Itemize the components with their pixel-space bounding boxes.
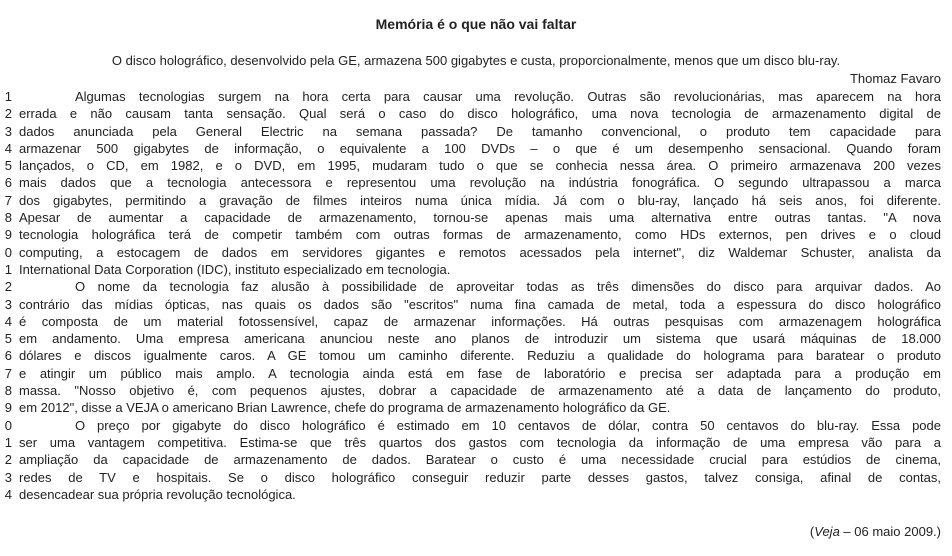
line-text: em andamento. Uma empresa americana anunciou neste ano planos de introduzir um sistema que usará máquinas de 18.000 [19,331,941,347]
text-line [0,486,952,503]
text-line [0,469,952,486]
line-number: 3 [4,123,12,139]
line-number: 6 [4,348,12,364]
text-line [0,451,952,468]
text-line [0,365,952,382]
page-title: Memória é o que não vai faltar [375,16,577,32]
line-number: 5 [4,331,12,347]
line-text: Apesar de aumentar a capacidade de armazenamento, tornou-se apenas mais uma alternativa entre outras tantas. "A nova [19,210,941,226]
line-number: 4 [4,486,12,502]
line-text: redes de TV e hospitais. Se o disco holográfico conseguir reduzir parte desses gastos, talvez consiga, afinal de contas, [19,469,941,485]
text-line [0,88,952,105]
line-text: dados anunciada pela General Electric na semana passada? De tamanho convencional, o produto tem capacidade para [19,123,941,139]
line-text: dos gigabytes, permitindo a gravação de filmes inteiros numa única mídia. Já com o blu-ray, lançado há seis anos, foi diferente. [19,192,941,208]
line-number: 2 [4,279,12,295]
text-line [0,330,952,347]
text-line [0,244,952,261]
text-line [0,434,952,451]
text-line [0,209,952,226]
line-number: 5 [4,158,12,174]
line-number: 6 [4,175,12,191]
line-text: Algumas tecnologias surgem na hora certa para causar uma revolução. Outras são revolucionárias, mas aparecem na hora [75,89,941,104]
text-line [0,261,952,278]
text-line [0,313,952,330]
text-line [0,157,952,174]
line-text: O nome da tecnologia faz alusão à possibilidade de aproveitar todas as três dimensões do disco para arquivar dados. Ao [75,279,941,295]
line-text: O preço por gigabyte do disco holográfico é estimado em 10 centavos de dólar, contra 50 centavos do blu-ray. Essa pode [75,417,941,433]
line-number: 0 [4,417,12,433]
text-line [0,226,952,243]
text-line [0,417,952,434]
line-text: International Data Corporation (IDC), instituto especializado em tecnologia. [19,261,451,277]
line-number: 3 [4,296,12,312]
byline: Thomaz Favaro [849,71,941,86]
line-text: contrário das mídias ópticas, nas quais os dados são "escritos" numa fina camada de metal, toda a espessura do disco holográfico [19,296,941,312]
line-number: 7 [4,192,12,208]
line-text: mais dados que a tecnologia antecessora e representou uma revolução na indústria fonográfica. O segundo ultrapassou a marca [19,175,941,191]
text-line [0,174,952,191]
line-number: 0 [4,244,12,260]
line-text: computing, a estocagem de dados em servidores gigantes e remotos acessados pela internet", diz Waldemar Schuster, analista da [19,244,941,260]
line-text: desencadear sua própria revolução tecnológica. [19,486,296,502]
subtitle: O disco holográfico, desenvolvido pela GE, armazena 500 gigabytes e custa, proporcionalmente, menos que um disco blu-ray. [111,53,841,68]
citation-open: ( [809,524,815,539]
line-number: 1 [4,434,12,450]
line-text: tecnologia holográfica terá de competir também com outras formas de armazenamento, como HDs externos, pen drives e o cloud [19,227,941,243]
line-number: 9 [4,227,12,243]
line-text: em 2012", disse a VEJA o americano Brian Lawrence, chefe do programa de armazenamento holográfico da GE. [19,400,671,416]
text-line [0,347,952,364]
source-citation [0,524,952,539]
line-text: massa. "Nosso objetivo é, com pequenos ajustes, dobrar a capacidade de armazenamento até a data de lançamento do produto, [19,383,941,399]
line-text: dólares e discos igualmente caros. A GE tomou um caminho diferente. Reduziu a qualidade do holograma para baratear o produto [19,348,941,364]
citation-rest: – 06 maio 2009.) [839,524,941,539]
line-number: 8 [4,383,12,399]
line-number: 7 [4,365,12,381]
line-number: 1 [4,89,12,104]
line-number: 2 [4,452,12,468]
text-line [0,192,952,209]
text-line [0,140,952,157]
line-text: ampliação da capacidade de armazenamento de dados. Baratear o custo é uma necessidade crucial para estúdios de cinema, [19,452,941,468]
line-text: e atingir um público mais amplo. A tecnologia ainda está em fase de laboratório e precisa ser adaptada para a produção em [19,365,941,381]
line-number: 4 [4,140,12,156]
text-body [0,88,952,503]
line-number: 9 [4,400,12,416]
text-line [0,296,952,313]
text-line [0,382,952,399]
text-line [0,105,952,122]
line-text: ser uma vantagem competitiva. Estima-se que três quartos dos gastos com tecnologia da informação de uma empresa vão para a [19,434,941,450]
line-text: é composta de um material fotossensível, capaz de armazenar informações. Há outras pesquisas com armazenagem holográfica [19,313,941,329]
line-number: 2 [4,106,12,122]
line-number: 3 [4,469,12,485]
text-line [0,278,952,295]
line-text: armazenar 500 gigabytes de informação, o equivalente a 100 DVDs – o que é um desempenho sensacional. Quando foram [19,140,941,156]
journal-name: Veja [814,524,840,539]
text-line [0,123,952,140]
line-text: lançados, o CD, em 1982, e o DVD, em 1995, mudaram tudo o que se conhecia nessa área. O primeiro armazenava 200 vezes [19,158,941,174]
line-number: 8 [4,210,12,226]
text-line [0,399,952,416]
line-number: 4 [4,313,12,329]
line-number: 1 [4,261,12,277]
line-text: errada e não causam tanta sensação. Qual será o caso do disco holográfico, uma nova tecnologia de armazenamento digital de [19,106,941,122]
